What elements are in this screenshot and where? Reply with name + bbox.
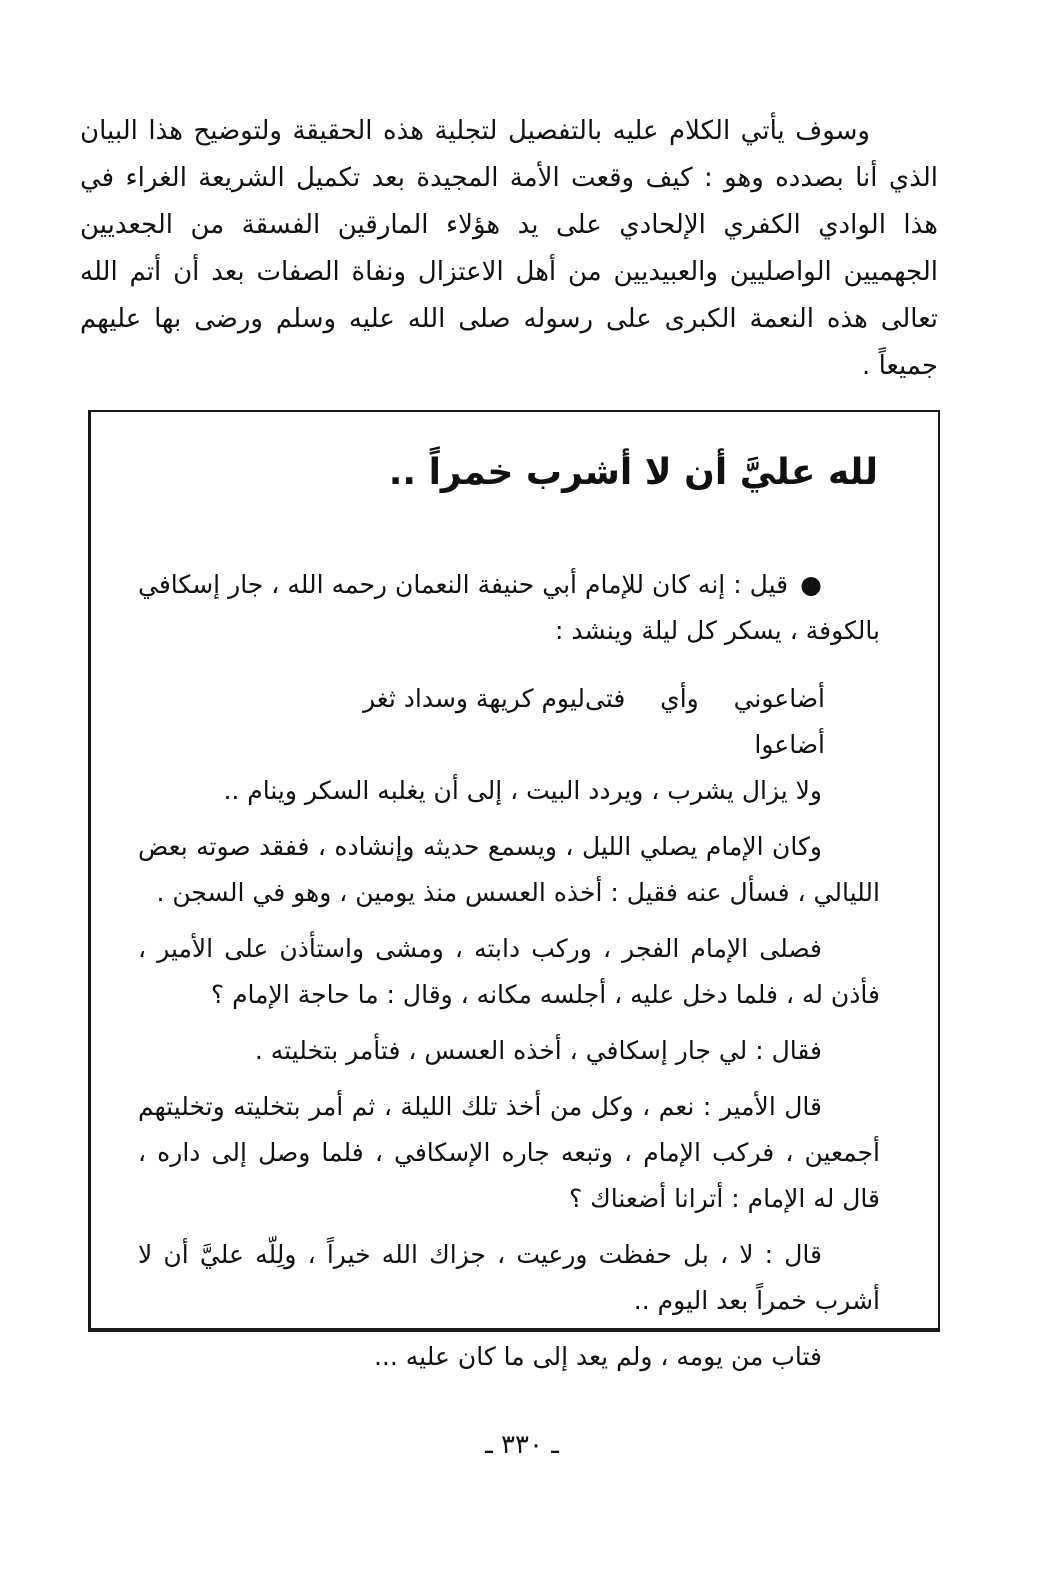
story-paragraph-7: قال : لا ، بل حفظت ورعيت ، جزاك الله خيراً ، ولِلّه عليَّ أن لا أشرب خمراً بعد اليوم .. <box>138 1240 880 1315</box>
story-paragraph-1 <box>138 562 880 654</box>
verse-line <box>138 676 880 768</box>
story-paragraph-5: فقال : لي جار إسكافي ، أخذه العسس ، فتأمر بتخليته . <box>254 1036 822 1065</box>
story-box <box>88 410 940 1371</box>
story-paragraph-8: فتاب من يومه ، ولم يعد إلى ما كان عليه ... <box>373 1342 822 1371</box>
page-number: ـ ٣٣٠ ـ <box>485 1430 559 1460</box>
story-paragraph-3: وكان الإمام يصلي الليل ، ويسمع حديثه وإنشاده ، ففقد صوته بعض الليالي ، فسأل عنه فقيل : أخذه العسس منذ يومين ، وهو في السجن . <box>138 832 880 907</box>
story-paragraph-1-text: قيل : إنه كان للإمام أبي حنيفة النعمان رحمه الله ، جار إسكافي بالكوفة ، يسكر كل ليلة وينشد : <box>138 570 880 645</box>
verse-second-hemistich: ليوم كريهة وسداد ثغر <box>362 684 585 713</box>
bullet-icon: ● <box>800 570 822 599</box>
poem-verse <box>138 676 880 768</box>
intro-paragraph-block <box>80 108 938 390</box>
story-body <box>138 562 880 1390</box>
intro-paragraph: وسوف يأتي الكلام عليه بالتفصيل لتجلية هذه الحقيقة ولتوضيح هذا البيان الذي أنا بصدده وهو : كيف وقعت الأمة المجيدة بعد تكميل الشريعة الغراء في هذا الوادي الكفري الإلحادي على يد هؤلاء المارقين الفسقة من الجعديين الجهميين الواصليين والعبيديين من أهل الاعتزال ونفاة الصفات بعد أن أتم الله تعالى هذه النعمة الكبرى على رسوله صلى الله عليه وسلم ورضى بها عليهم جميعاً . <box>80 116 938 381</box>
story-paragraph-2: ولا يزال يشرب ، ويردد البيت ، إلى أن يغلبه السكر وينام .. <box>223 776 822 805</box>
story-title: لله عليَّ أن لا أشرب خمراً .. <box>388 452 878 493</box>
verse-first-hemistich: أضاعوني وأي فتى أضاعوا <box>585 684 825 759</box>
story-paragraph-4: فصلى الإمام الفجر ، وركب دابته ، ومشى واستأذن على الأمير ، فأذن له ، فلما دخل عليه ، أجلسه مكانه ، وقال : ما حاجة الإمام ؟ <box>138 934 880 1009</box>
story-paragraph-6: قال الأمير : نعم ، وكل من أخذ تلك الليلة ، ثم أمر بتخليته وتخليتهم أجمعين ، فركب الإمام ، وتبعه جاره الإسكافي ، فلما وصل إلى داره ، قال له الإمام : أترانا أضعناك ؟ <box>138 1092 880 1213</box>
